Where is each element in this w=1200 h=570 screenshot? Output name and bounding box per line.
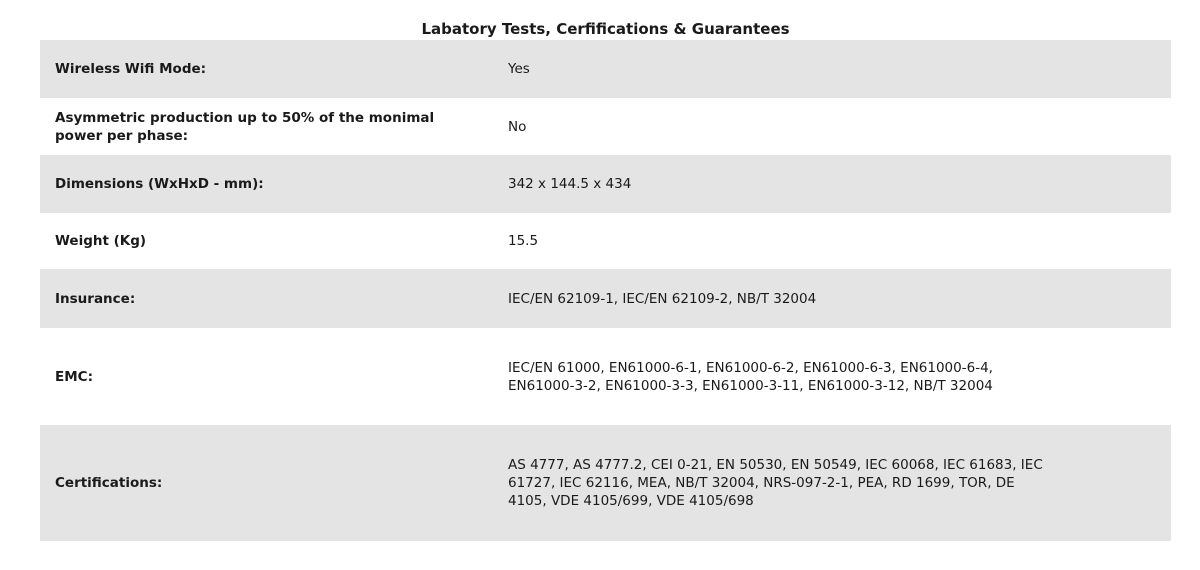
row-label: Dimensions (WxHxD - mm):: [55, 176, 264, 192]
table-row-wifi-mode: [40, 40, 1171, 98]
row-label: Certifications:: [55, 475, 163, 491]
row-value: IEC/EN 62109-1, IEC/EN 62109-2, NB/T 32004: [508, 290, 817, 307]
row-label: Weight (Kg): [55, 233, 147, 249]
row-value: AS 4777, AS 4777.2, CEI 0-21, EN 50530, EN 50549, IEC 60068, IEC 61683, IEC 61727, IEC 62116, MEA, NB/T 32004, NRS-097-2-1, PEA, RD 1699, TOR, DE 4105, VDE 4105/699, VDE 4105/698: [508, 457, 1043, 509]
row-label: EMC:: [55, 368, 93, 385]
row-label: Wireless Wifi Mode:: [55, 61, 207, 77]
table-row-emc: [40, 328, 1171, 425]
table-row-asymmetric-production: [40, 98, 1171, 155]
table-row-dimensions: [40, 155, 1171, 213]
row-label: Asymmetric production up to 50% of the monimal power per phase:: [55, 109, 435, 144]
row-label: Insurance:: [55, 290, 136, 307]
row-value: 15.5: [508, 233, 539, 249]
row-value: Yes: [508, 61, 530, 77]
row-value: 342 x 144.5 x 434: [508, 176, 632, 192]
table-row-certifications: [40, 425, 1171, 541]
table-row-weight: [40, 213, 1171, 269]
row-value: IEC/EN 61000, EN61000-6-1, EN61000-6-2, EN61000-6-3, EN61000-6-4, EN61000-3-2, EN61000-3-3, EN61000-3-11, EN61000-3-12, NB/T 32004: [508, 359, 993, 394]
table-title: Labatory Tests, Cerfifications & Guarantees: [421, 20, 790, 38]
table-row-insurance: [40, 269, 1171, 328]
row-value: No: [508, 118, 527, 135]
spec-table: [40, 40, 1171, 541]
